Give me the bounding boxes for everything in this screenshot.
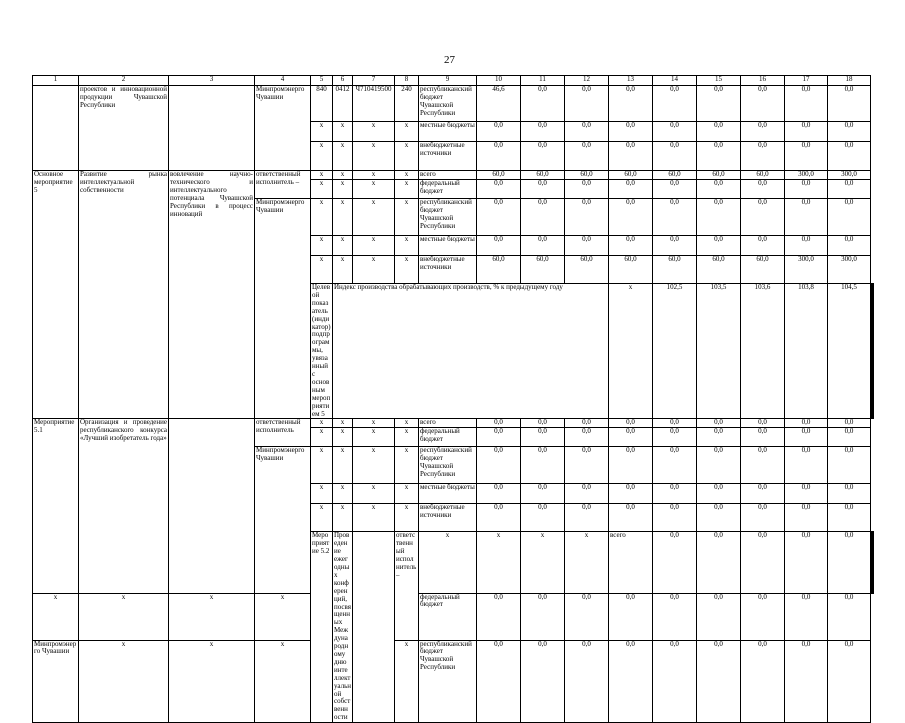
- cell-code: х: [333, 122, 353, 142]
- cell-executor: Минпромэнерго Чувашии: [33, 640, 79, 723]
- cell-code: х: [395, 256, 419, 284]
- cell-value: [873, 284, 874, 419]
- cell-value: [873, 532, 874, 593]
- cell-value: 0,0: [828, 419, 871, 428]
- header-cell: 18: [828, 76, 871, 86]
- cell-executor: Минпромэнерго Чувашии: [255, 86, 311, 171]
- cell-code: х: [353, 484, 395, 504]
- cell-value: 0,0: [521, 593, 565, 640]
- cell-value: 0,0: [828, 199, 871, 236]
- cell-code: х: [311, 447, 333, 484]
- cell-source: республиканский бюджет Чувашской Республики: [419, 447, 477, 484]
- cell-code: х: [333, 180, 353, 199]
- cell-code: х: [353, 256, 395, 284]
- cell-value: 0,0: [785, 532, 828, 593]
- cell-value: 0,0: [609, 142, 653, 171]
- cell-executor: ответственный исполнитель –: [395, 532, 419, 640]
- cell-code: 0412: [333, 86, 353, 122]
- cell-code: х: [395, 447, 419, 484]
- cell-value: 0,0: [609, 447, 653, 484]
- cell-value: 0,0: [653, 142, 697, 171]
- cell-value: 0,0: [785, 236, 828, 256]
- cell-source: федеральный бюджет: [419, 180, 477, 199]
- cell-value: 0,0: [741, 142, 785, 171]
- cell-value: 60,0: [565, 171, 609, 180]
- cell-value: 0,0: [828, 593, 871, 640]
- cell-code: х: [353, 199, 395, 236]
- cell-code: х: [353, 504, 395, 532]
- cell-value: 0,0: [565, 428, 609, 447]
- cell-value: 0,0: [741, 484, 785, 504]
- cell-code: х: [353, 447, 395, 484]
- cell-code: х: [311, 180, 333, 199]
- cell-value: 0,0: [565, 419, 609, 428]
- cell-value: 0,0: [653, 532, 697, 593]
- cell-value: 0,0: [521, 419, 565, 428]
- cell-code: х: [395, 171, 419, 180]
- cell-value: 0,0: [828, 122, 871, 142]
- cell-value: 60,0: [521, 256, 565, 284]
- cell-value: 0,0: [521, 236, 565, 256]
- cell-code: 240: [395, 86, 419, 122]
- cell-value: 0,0: [653, 86, 697, 122]
- cell-value: 0,0: [653, 180, 697, 199]
- cell-code: х: [311, 142, 333, 171]
- cell-value: 300,0: [785, 256, 828, 284]
- cell-value: 0,0: [609, 122, 653, 142]
- cell-value: 0,0: [521, 428, 565, 447]
- cell-code: х: [353, 171, 395, 180]
- header-cell: 9: [419, 76, 477, 86]
- cell-code: х: [333, 504, 353, 532]
- cell-value: 0,0: [697, 122, 741, 142]
- cell-source: республиканский бюджет Чувашской Республики: [419, 640, 477, 723]
- cell-code: х: [311, 256, 333, 284]
- cell-source: внебюджетные источники: [419, 142, 477, 171]
- cell-source: всего: [419, 419, 477, 428]
- cell-value: 0,0: [785, 428, 828, 447]
- cell-value: 0,0: [521, 640, 565, 723]
- header-cell: 14: [653, 76, 697, 86]
- cell-value: 103,6: [741, 284, 785, 419]
- cell-value: 60,0: [697, 256, 741, 284]
- cell-label: [33, 86, 79, 171]
- cell-value: 0,0: [741, 447, 785, 484]
- cell-code: х: [395, 236, 419, 256]
- cell-code: х: [521, 532, 565, 593]
- cell-code: х: [353, 428, 395, 447]
- cell-code: х: [333, 419, 353, 428]
- cell-code: х: [395, 484, 419, 504]
- cell-value: 0,0: [653, 122, 697, 142]
- header-cell: 1: [33, 76, 79, 86]
- cell-value: 0,0: [785, 122, 828, 142]
- cell-goal: [353, 532, 395, 723]
- cell-code: х: [311, 504, 333, 532]
- cell-event-name: проектов и инновационной продукции Чувашской Республики: [79, 86, 169, 171]
- cell-value: 60,0: [653, 256, 697, 284]
- cell-value: 0,0: [697, 428, 741, 447]
- cell-value: 0,0: [653, 484, 697, 504]
- cell-value: 0,0: [785, 447, 828, 484]
- cell-code: х: [311, 484, 333, 504]
- cell-event-name: Организация и проведение республиканского конкурса «Лучший изобретатель года»: [79, 419, 169, 593]
- cell-code: х: [395, 199, 419, 236]
- cell-label: Мероприятие 5.2: [311, 532, 333, 723]
- cell-code: х: [395, 428, 419, 447]
- cell-code: х: [395, 142, 419, 171]
- cell-value: 0,0: [828, 447, 871, 484]
- cell-code: х: [477, 532, 521, 593]
- cell-value: 0,0: [828, 86, 871, 122]
- cell-value: 0,0: [741, 419, 785, 428]
- cell-value: 60,0: [609, 256, 653, 284]
- cell-value: 0,0: [521, 199, 565, 236]
- cell-code: х: [333, 199, 353, 236]
- cell-value: 0,0: [785, 504, 828, 532]
- cell-value: 0,0: [828, 428, 871, 447]
- cell-value: 0,0: [741, 428, 785, 447]
- table-row: [33, 171, 874, 180]
- cell-value: 0,0: [785, 86, 828, 122]
- header-cell: 10: [477, 76, 521, 86]
- cell-code: х: [395, 640, 419, 723]
- cell-value: 104,5: [828, 284, 871, 419]
- cell-value: 0,0: [653, 428, 697, 447]
- header-row: [33, 76, 874, 86]
- cell-label: Мероприятие 5.1: [33, 419, 79, 593]
- cell-value: 0,0: [565, 122, 609, 142]
- cell-value: 0,0: [697, 447, 741, 484]
- table-row: [33, 640, 874, 723]
- cell-code: х: [333, 447, 353, 484]
- cell-value: 0,0: [565, 484, 609, 504]
- cell-value: 0,0: [653, 199, 697, 236]
- cell-code: х: [311, 199, 333, 236]
- cell-code: х: [255, 640, 311, 723]
- cell-code: х: [169, 640, 255, 723]
- cell-code: х: [311, 236, 333, 256]
- cell-goal: [169, 419, 255, 593]
- cell-code: х: [311, 171, 333, 180]
- cell-code: х: [565, 532, 609, 593]
- header-cell: 3: [169, 76, 255, 86]
- cell-value: 0,0: [785, 640, 828, 723]
- cell-source: местные бюджеты: [419, 484, 477, 504]
- cell-event-name: Развитие рынка интеллектуальной собственности: [79, 171, 169, 419]
- cell-value: 0,0: [653, 419, 697, 428]
- cell-value: 0,0: [741, 122, 785, 142]
- cell-label: Целевой показатель (индикатор) подпрограммы, увязанный с основным мероприятием 5: [312, 283, 331, 418]
- cell-value: 0,0: [741, 199, 785, 236]
- cell-value: 0,0: [609, 504, 653, 532]
- cell-value: 103,5: [697, 284, 741, 419]
- cell-source: всего: [419, 171, 477, 180]
- cell-value: 0,0: [697, 484, 741, 504]
- cell-value: 0,0: [785, 199, 828, 236]
- header-cell: 5: [311, 76, 333, 86]
- cell-code: х: [333, 484, 353, 504]
- cell-value: 60,0: [521, 171, 565, 180]
- header-cell: 12: [565, 76, 609, 86]
- page-number: 27: [444, 54, 455, 66]
- cell-code: х: [395, 504, 419, 532]
- header-cell: 7: [353, 76, 395, 86]
- cell-value: 0,0: [697, 593, 741, 640]
- cell-value: 0,0: [697, 419, 741, 428]
- cell-value: 0,0: [609, 199, 653, 236]
- cell-value: 0,0: [609, 86, 653, 122]
- header-cell: 17: [785, 76, 828, 86]
- cell-value: 0,0: [609, 419, 653, 428]
- cell-event-name: Проведение ежегодных конференций, посвященных Международному дню интеллектуальной собственности: [334, 531, 352, 722]
- cell-label: Основное мероприятие 5: [33, 171, 79, 419]
- cell-value: 0,0: [741, 640, 785, 723]
- cell-code: х: [311, 428, 333, 447]
- cell-code: 840: [311, 86, 333, 122]
- cell-value: 0,0: [565, 180, 609, 199]
- cell-value: 0,0: [521, 484, 565, 504]
- cell-value: 0,0: [565, 593, 609, 640]
- cell-executor: ответственный исполнитель: [255, 419, 311, 447]
- cell-value: 0,0: [609, 180, 653, 199]
- budget-table: [32, 75, 874, 723]
- cell-value: 0,0: [828, 142, 871, 171]
- cell-value: 0,0: [609, 428, 653, 447]
- cell-source: федеральный бюджет: [419, 428, 477, 447]
- header-cell: 15: [697, 76, 741, 86]
- cell-value: 0,0: [828, 504, 871, 532]
- cell-code: х: [333, 256, 353, 284]
- cell-source: всего: [609, 532, 653, 593]
- cell-value: 0,0: [477, 122, 521, 142]
- cell-value: 60,0: [741, 171, 785, 180]
- cell-value: 0,0: [697, 86, 741, 122]
- cell-source: местные бюджеты: [419, 236, 477, 256]
- cell-value: 0,0: [477, 142, 521, 171]
- cell-source: республиканский бюджет Чувашской Республики: [419, 86, 477, 122]
- cell-value: 0,0: [609, 484, 653, 504]
- cell-value: 0,0: [565, 447, 609, 484]
- cell-source: внебюджетные источники: [419, 256, 477, 284]
- cell-value: 0,0: [565, 142, 609, 171]
- cell-code: х: [79, 593, 169, 640]
- cell-value: 0,0: [741, 86, 785, 122]
- cell-value: 0,0: [741, 593, 785, 640]
- cell-value: 0,0: [828, 532, 871, 593]
- cell-value: 0,0: [609, 236, 653, 256]
- header-cell: 16: [741, 76, 785, 86]
- cell-code: х: [353, 122, 395, 142]
- cell-value: 0,0: [697, 199, 741, 236]
- cell-value: 0,0: [741, 180, 785, 199]
- cell-source: внебюджетные источники: [419, 504, 477, 532]
- cell-value: 0,0: [741, 504, 785, 532]
- cell-code: х: [395, 122, 419, 142]
- cell-goal: [169, 86, 255, 171]
- cell-value: 0,0: [653, 447, 697, 484]
- cell-value: 0,0: [521, 180, 565, 199]
- cell-value: 0,0: [697, 180, 741, 199]
- cell-value: 0,0: [477, 640, 521, 723]
- cell-value: 0,0: [477, 199, 521, 236]
- cell-value: 0,0: [785, 180, 828, 199]
- cell-value: 0,0: [477, 484, 521, 504]
- cell-value: 0,0: [741, 236, 785, 256]
- cell-value: 60,0: [565, 256, 609, 284]
- cell-code: х: [33, 593, 79, 640]
- cell-value: 0,0: [785, 593, 828, 640]
- cell-value: 0,0: [653, 236, 697, 256]
- cell-code: Ч710419500: [353, 86, 395, 122]
- cell-value: 0,0: [521, 504, 565, 532]
- cell-value: 0,0: [697, 532, 741, 593]
- cell-executor: Минпромэнерго Чувашии: [255, 447, 311, 593]
- cell-value: 300,0: [828, 256, 871, 284]
- cell-code: х: [395, 180, 419, 199]
- cell-code: х: [79, 640, 169, 723]
- cell-goal: вовлечение научно-технического и интеллектуального потенциала Чувашской Республики в процесс инноваций: [169, 171, 255, 419]
- cell-code: х: [353, 142, 395, 171]
- cell-value: 60,0: [697, 171, 741, 180]
- cell-value: 0,0: [565, 236, 609, 256]
- cell-value: 0,0: [828, 236, 871, 256]
- cell-value: 0,0: [521, 122, 565, 142]
- cell-source: федеральный бюджет: [419, 593, 477, 640]
- cell-value: 300,0: [828, 171, 871, 180]
- cell-value: 0,0: [477, 419, 521, 428]
- cell-value: 46,6: [477, 86, 521, 122]
- cell-code: х: [311, 122, 333, 142]
- cell-executor: Минпромэнерго Чувашии: [255, 199, 311, 419]
- cell-value: 0,0: [609, 593, 653, 640]
- table-row: [33, 86, 874, 122]
- cell-value: 0,0: [653, 593, 697, 640]
- cell-code: х: [395, 419, 419, 428]
- header-cell: 6: [333, 76, 353, 86]
- cell-value: 0,0: [477, 428, 521, 447]
- cell-code: х: [353, 419, 395, 428]
- cell-value: 0,0: [653, 640, 697, 723]
- cell-code: х: [353, 180, 395, 199]
- cell-value: 60,0: [653, 171, 697, 180]
- header-cell: 13: [609, 76, 653, 86]
- cell-code: х: [333, 236, 353, 256]
- cell-value: 0,0: [609, 640, 653, 723]
- cell-value: 0,0: [697, 236, 741, 256]
- cell-value: 0,0: [828, 180, 871, 199]
- cell-value: 0,0: [785, 419, 828, 428]
- table-row: [33, 419, 874, 428]
- cell-value: 103,8: [785, 284, 828, 419]
- cell-indicator-name: Индекс производства обрабатывающих производств, % к предыдущему году: [333, 284, 609, 419]
- cell-value: 300,0: [785, 171, 828, 180]
- header-cell: 8: [395, 76, 419, 86]
- table-row: [33, 593, 874, 640]
- cell-value: 0,0: [697, 640, 741, 723]
- cell-source: местные бюджеты: [419, 122, 477, 142]
- cell-code: х: [311, 419, 333, 428]
- cell-value: 0,0: [477, 236, 521, 256]
- cell-source: республиканский бюджет Чувашской Республики: [419, 199, 477, 236]
- cell-code: х: [333, 142, 353, 171]
- cell-source: х: [609, 284, 653, 419]
- cell-value: 0,0: [477, 504, 521, 532]
- cell-code: х: [255, 593, 311, 640]
- cell-value: 0,0: [697, 504, 741, 532]
- cell-value: 0,0: [521, 142, 565, 171]
- cell-value: 102,5: [653, 284, 697, 419]
- cell-code: х: [353, 236, 395, 256]
- cell-value: 0,0: [785, 142, 828, 171]
- cell-value: 0,0: [477, 180, 521, 199]
- cell-value: 60,0: [741, 256, 785, 284]
- cell-value: 0,0: [565, 504, 609, 532]
- cell-value: 0,0: [828, 484, 871, 504]
- cell-value: 0,0: [653, 504, 697, 532]
- cell-value: 0,0: [828, 640, 871, 723]
- header-cell: 2: [79, 76, 169, 86]
- cell-executor: ответственный исполнитель –: [255, 171, 311, 199]
- cell-code: х: [333, 171, 353, 180]
- cell-value: 0,0: [565, 199, 609, 236]
- cell-value: 0,0: [697, 142, 741, 171]
- cell-value: 0,0: [477, 593, 521, 640]
- cell-value: 60,0: [477, 171, 521, 180]
- cell-value: 0,0: [565, 640, 609, 723]
- cell-code: х: [419, 532, 477, 593]
- cell-value: 0,0: [565, 86, 609, 122]
- cell-value: 0,0: [521, 447, 565, 484]
- cell-value: 0,0: [741, 532, 785, 593]
- cell-value: 60,0: [477, 256, 521, 284]
- cell-code: х: [333, 428, 353, 447]
- cell-value: 60,0: [609, 171, 653, 180]
- cell-value: 0,0: [521, 86, 565, 122]
- header-cell: 11: [521, 76, 565, 86]
- header-cell: 4: [255, 76, 311, 86]
- cell-code: х: [169, 593, 255, 640]
- cell-value: 0,0: [477, 447, 521, 484]
- cell-value: 0,0: [785, 484, 828, 504]
